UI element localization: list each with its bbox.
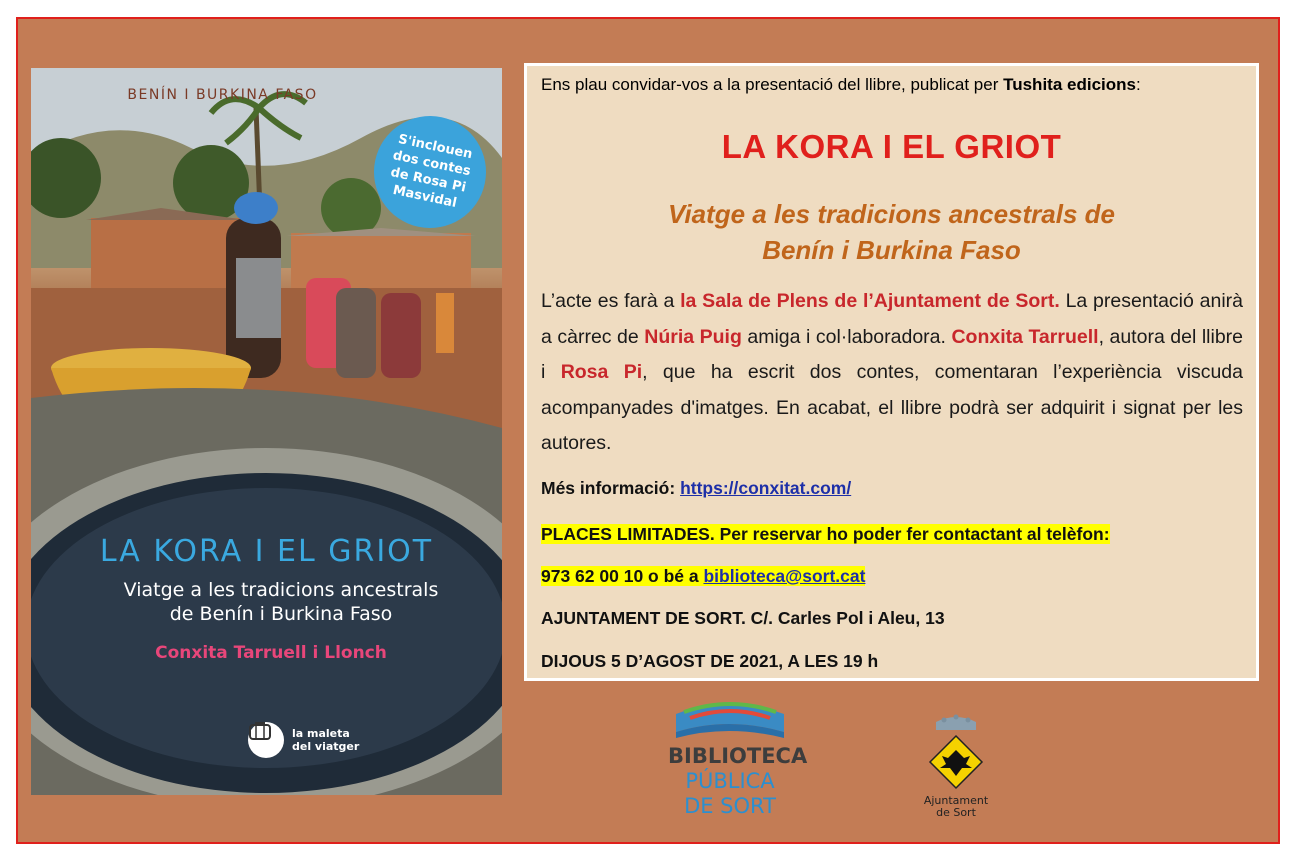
phone-text: 973 62 00 10 o bé a [541,566,704,586]
description-text: L’acte es farà a [541,290,681,312]
cover-badge-text: S'inclouen dos contes de Rosa Pi Masvidal [389,131,474,212]
places-line [541,524,1110,545]
more-info-label: Més informació: [541,478,681,498]
council-logo [910,712,1002,822]
intro-text [541,75,1141,95]
publisher-line2: del viatger [292,740,360,753]
event-description [541,284,1243,462]
coat-of-arms-icon [910,712,1002,794]
book-cover-image [31,68,502,795]
intro-publisher: Tushita edicions [1003,75,1136,94]
coauthor-name: Rosa Pi [560,361,643,383]
website-link[interactable]: https://conxitat.com/ [680,478,852,498]
cover-author: Conxita Tarruell i Llonch [155,643,387,663]
publisher-logo [248,722,372,758]
cover-subtitle-line2: de Benín i Burkina Faso [169,603,393,625]
presenter-name: Núria Puig [644,325,742,348]
intro-sentence: Ens plau convidar-vos a la presentació del llibre, publicat per [541,75,1004,94]
more-info-line [541,478,851,499]
cover-top-label: BENÍN I BURKINA FASO [127,87,318,103]
library-line3: DE SORT [684,794,776,818]
author-name: Conxita Tarruell [951,325,1099,348]
venue-text: la Sala de Plens de l’Ajuntament de Sort. [680,290,1060,312]
book-icon [668,698,792,740]
address-text: AJUNTAMENT DE SORT. C/. Carles Pol i Aleu, 13 [541,608,945,628]
cover-title: LA KORA I EL GRIOT [99,534,434,569]
library-line2: PÚBLICA [685,769,775,793]
library-logo [668,698,808,822]
description-text: , autora del llibre i [541,325,1244,383]
event-subtitle [527,196,1256,268]
cover-subtitle [31,578,502,626]
email-link[interactable]: biblioteca@sort.cat [703,566,866,586]
publisher-line1: la maleta [292,727,350,740]
date-text: DIJOUS 5 D’AGOST DE 2021, A LES 19 h [541,651,879,671]
suitcase-icon [248,722,284,758]
council-name [910,795,1002,819]
event-title: LA KORA I EL GRIOT [721,128,1062,165]
council-line2: de Sort [936,806,976,819]
description-text: , que ha escrit dos contes, comentaran l’experiència viscuda acompanyades d'imatges. En acabat, el llibre podrà ser adquirit i signat per les autores. [541,361,1243,454]
description-text: amiga i col·laboradora. [741,325,952,348]
intro-colon: : [1135,75,1141,94]
places-limited-text: PLACES LIMITADES. Per reservar ho poder fer contactant al telèfon: [541,524,1110,544]
cover-subtitle-line1: Viatge a les tradicions ancestrals [123,579,439,601]
event-subtitle-line1: Viatge a les tradicions ancestrals de [667,199,1115,229]
invitation-panel [524,63,1259,681]
publisher-name [292,727,372,753]
library-line1: BIBLIOTECA [668,744,808,768]
council-line1: Ajuntament [923,794,989,807]
contact-line [541,566,865,587]
event-subtitle-line2: Benín i Burkina Faso [762,235,1021,265]
description-text: La presentació anirà a càrrec de [541,290,1244,348]
